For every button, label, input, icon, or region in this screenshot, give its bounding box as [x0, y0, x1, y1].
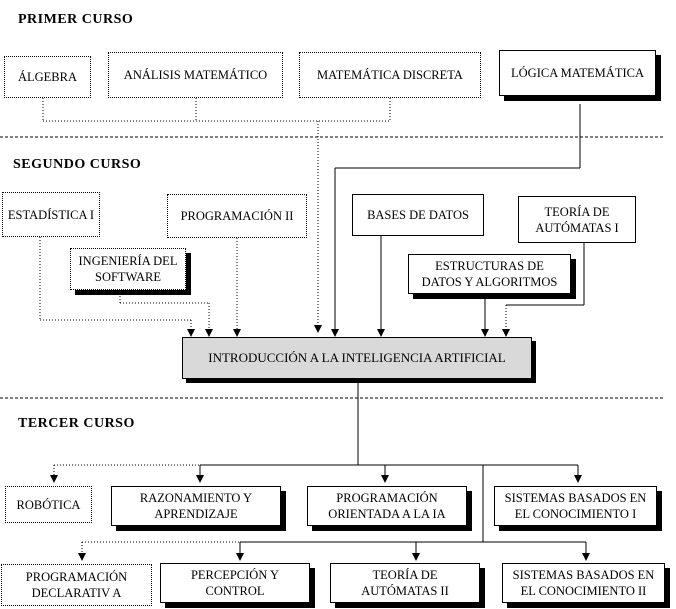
section-title-first: PRIMER CURSO [18, 12, 134, 27]
course-label-line1: PROGRAMACIÓN [25, 570, 128, 584]
course-label: MATEMÁTICA DISCRETA [317, 68, 463, 82]
course-estructuras-datos [408, 254, 571, 294]
course-label-line1: ESTRUCTURAS DE [435, 259, 544, 273]
course-label-line1: RAZONAMIENTO Y [139, 491, 253, 505]
course-label-line1: INGENIERÍA DEL [78, 254, 178, 268]
course-robotica [5, 486, 92, 523]
course-label-line2: EL CONOCIMIENTO II [520, 584, 647, 598]
course-label: ÁLGEBRA [17, 70, 78, 84]
course-label: ANÁLISIS MATEMÁTICO [123, 68, 268, 82]
course-bases-datos [352, 194, 484, 236]
course-discreta [299, 52, 481, 98]
course-label-line2: DECLARATIV A [31, 586, 122, 600]
course-percepcion [160, 563, 310, 603]
course-label: ROBÓTICA [16, 497, 81, 512]
course-label-line1: TEORÍA DE [544, 204, 610, 219]
course-algebra [4, 56, 91, 98]
course-label-line1: SISTEMAS BASADOS EN [504, 491, 647, 505]
course-label-line1: PROGRAMACIÓN [336, 491, 438, 505]
course-label-line1: TEORÍA DE [372, 568, 438, 582]
course-label-line2: APRENDIZAJE [154, 507, 238, 521]
course-intro-ia [182, 337, 532, 379]
section-title-second: SEGUNDO CURSO [13, 157, 142, 172]
course-analisis [108, 52, 283, 98]
section-title-third: TERCER CURSO [18, 416, 135, 431]
course-label-line2: SOFTWARE [95, 270, 161, 284]
course-label-line1: SISTEMAS BASADOS EN [512, 568, 655, 582]
course-label-line2: ORIENTADA A LA IA [328, 507, 446, 521]
course-sbc-i [494, 486, 657, 526]
course-ingenieria-software [70, 248, 186, 290]
course-label: ESTADÍSTICA I [7, 207, 95, 222]
course-automatas-i [518, 196, 636, 243]
course-label-line2: AUTÓMATAS II [361, 584, 449, 598]
course-automatas-ii [330, 563, 480, 603]
course-sbc-ii [502, 563, 665, 603]
course-label-line2: EL CONOCIMIENTO I [514, 507, 637, 521]
course-programacion-ia [307, 486, 467, 526]
course-label-line2: DATOS Y ALGORITMOS [421, 275, 558, 289]
course-programacion-declarativa [1, 564, 152, 606]
course-label-line2: AUTÓMATAS I [535, 220, 619, 235]
course-label: PROGRAMACIÓN II [180, 209, 294, 223]
course-programacion-ii [167, 194, 307, 238]
course-label-line2: CONTROL [205, 584, 265, 598]
course-logica [499, 50, 656, 96]
course-label-line1: PERCEPCIÓN Y [190, 568, 280, 582]
course-label: INTRODUCCIÓN A LA INTELIGENCIA ARTIFICIAL [208, 350, 506, 365]
course-razonamiento [111, 486, 281, 526]
course-estadistica [2, 192, 100, 237]
course-label: BASES DE DATOS [367, 208, 469, 222]
course-label: LÓGICA MATEMÁTICA [511, 66, 644, 80]
